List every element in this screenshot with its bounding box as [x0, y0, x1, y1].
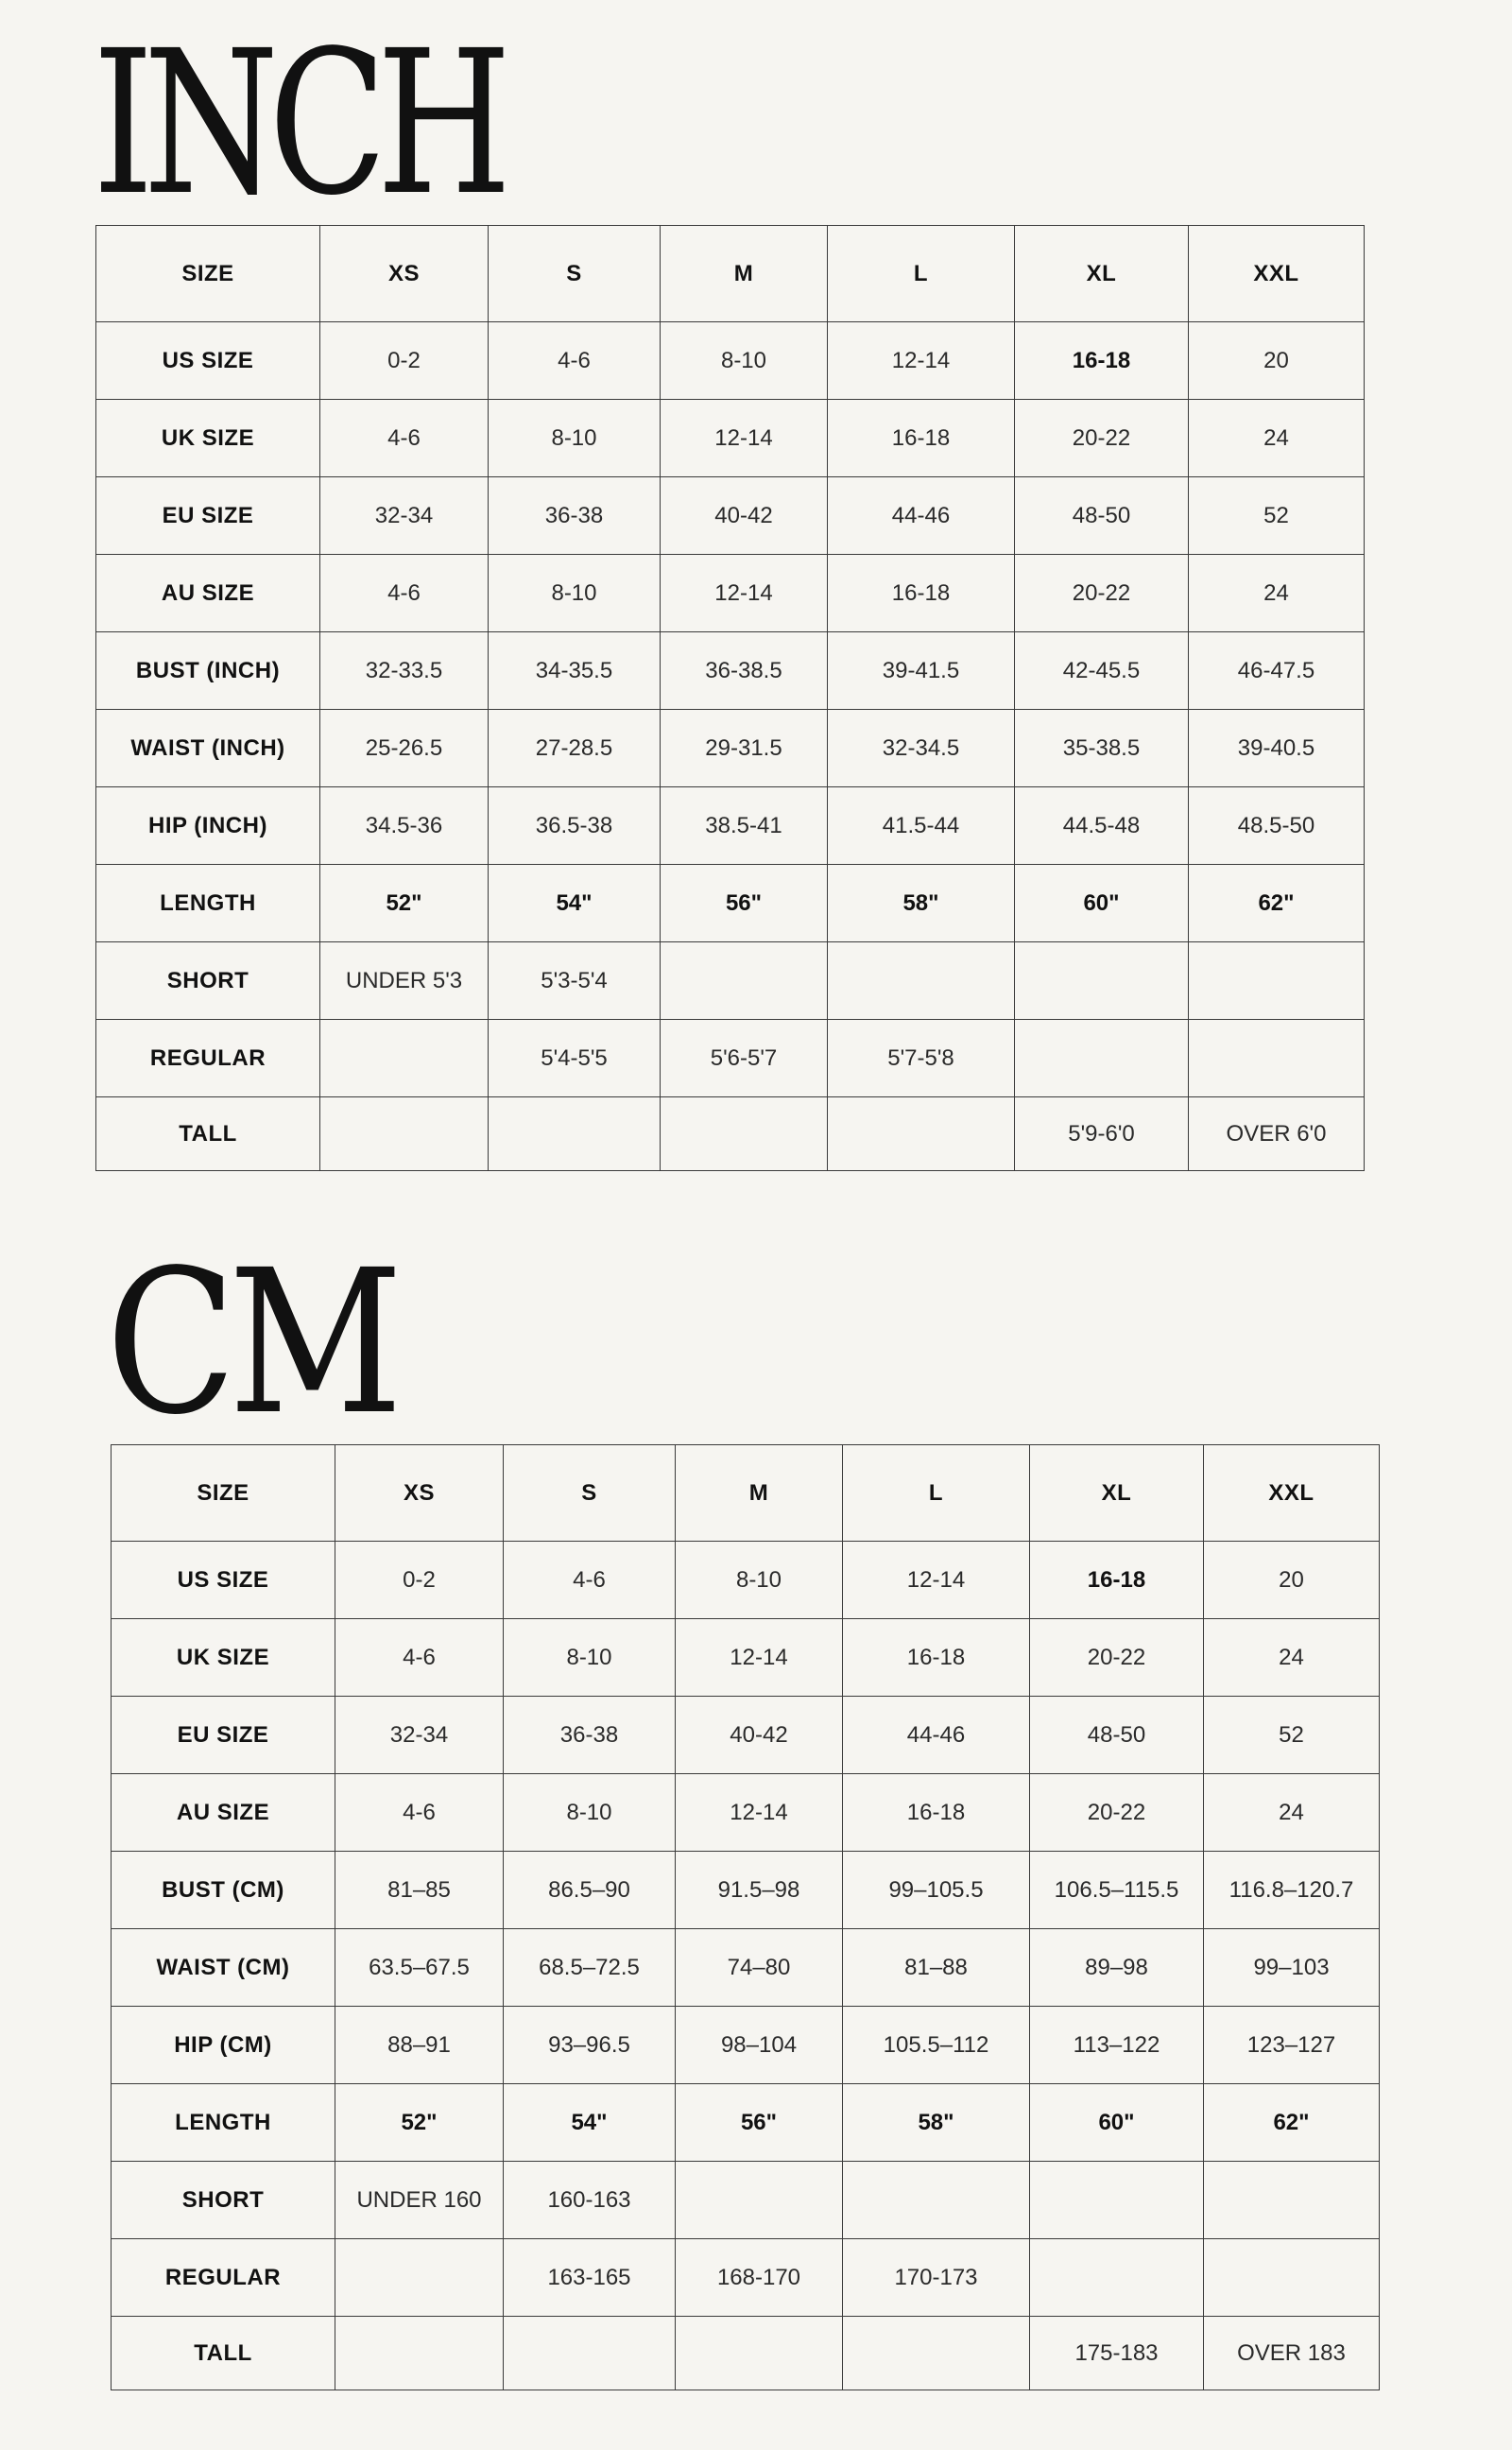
table-cell: 12-14 — [661, 555, 828, 632]
table-cell — [320, 1097, 489, 1171]
table-cell — [843, 2317, 1030, 2390]
table-cell: 60" — [1030, 2084, 1204, 2162]
size-xxl-column-header: XXL — [1204, 1445, 1380, 1542]
table-cell: 40-42 — [661, 477, 828, 555]
table-cell — [843, 2162, 1030, 2239]
table-cell: 48-50 — [1015, 477, 1189, 555]
table-row — [112, 1852, 1380, 1929]
table-cell: 39-41.5 — [828, 632, 1015, 710]
table-cell: 52" — [335, 2084, 504, 2162]
row-label: SHORT — [96, 942, 320, 1020]
table-cell: 113–122 — [1030, 2007, 1204, 2084]
table-row — [96, 1020, 1365, 1097]
table-cell: 34.5-36 — [320, 787, 489, 865]
table-cell: 36-38 — [504, 1697, 676, 1774]
table-cell: 4-6 — [335, 1619, 504, 1697]
table-cell: 29-31.5 — [661, 710, 828, 787]
row-label: LENGTH — [112, 2084, 335, 2162]
table-cell: 8-10 — [504, 1774, 676, 1852]
table-cell: 81–85 — [335, 1852, 504, 1929]
table-cell — [504, 2317, 676, 2390]
table-cell: 8-10 — [504, 1619, 676, 1697]
size-l-column-header: L — [843, 1445, 1030, 1542]
table-cell: 52 — [1204, 1697, 1380, 1774]
size-xs-column-header: XS — [320, 226, 489, 322]
table-cell — [1204, 2162, 1380, 2239]
row-label: BUST (CM) — [112, 1852, 335, 1929]
row-label: AU SIZE — [112, 1774, 335, 1852]
table-cell: 27-28.5 — [489, 710, 661, 787]
table-cell: 56" — [676, 2084, 843, 2162]
table-cell: 58" — [843, 2084, 1030, 2162]
table-cell: 24 — [1204, 1774, 1380, 1852]
table-cell: 54" — [489, 865, 661, 942]
table-cell — [335, 2317, 504, 2390]
table-row — [112, 1929, 1380, 2007]
table-row — [96, 555, 1365, 632]
table-cell — [1015, 942, 1189, 1020]
table-cell: 62" — [1189, 865, 1365, 942]
table-cell: 89–98 — [1030, 1929, 1204, 2007]
table-cell — [1189, 1020, 1365, 1097]
table-cell: 32-34.5 — [828, 710, 1015, 787]
row-label: HIP (INCH) — [96, 787, 320, 865]
table-cell: 16-18 — [828, 555, 1015, 632]
row-label: HIP (CM) — [112, 2007, 335, 2084]
table-cell: 52 — [1189, 477, 1365, 555]
table-cell: 8-10 — [676, 1542, 843, 1619]
table-cell: 99–103 — [1204, 1929, 1380, 2007]
table-cell: 20 — [1204, 1542, 1380, 1619]
inch-section-title: INCH — [93, 8, 502, 239]
row-label: REGULAR — [96, 1020, 320, 1097]
table-cell: 0-2 — [335, 1542, 504, 1619]
table-cell: 32-34 — [320, 477, 489, 555]
table-cell: 12-14 — [676, 1619, 843, 1697]
table-cell — [1189, 942, 1365, 1020]
row-label: TALL — [112, 2317, 335, 2390]
table-cell: 38.5-41 — [661, 787, 828, 865]
table-row — [112, 2162, 1380, 2239]
table-cell: 170-173 — [843, 2239, 1030, 2317]
table-cell: 48.5-50 — [1189, 787, 1365, 865]
table-cell: 68.5–72.5 — [504, 1929, 676, 2007]
table-cell — [676, 2162, 843, 2239]
table-cell: 16-18 — [828, 400, 1015, 477]
table-cell — [335, 2239, 504, 2317]
table-cell: 20-22 — [1030, 1619, 1204, 1697]
size-s-column-header: S — [504, 1445, 676, 1542]
table-cell — [676, 2317, 843, 2390]
table-row — [96, 477, 1365, 555]
table-cell: 91.5–98 — [676, 1852, 843, 1929]
table-cell: 34-35.5 — [489, 632, 661, 710]
table-cell — [661, 942, 828, 1020]
table-cell: 4-6 — [504, 1542, 676, 1619]
table-cell: UNDER 5'3 — [320, 942, 489, 1020]
table-cell: 99–105.5 — [843, 1852, 1030, 1929]
row-label: SHORT — [112, 2162, 335, 2239]
table-row — [112, 2317, 1380, 2390]
table-row — [112, 2239, 1380, 2317]
size-xl-column-header: XL — [1030, 1445, 1204, 1542]
table-cell: 4-6 — [489, 322, 661, 400]
row-label: AU SIZE — [96, 555, 320, 632]
table-cell: 24 — [1189, 555, 1365, 632]
table-cell: 36-38 — [489, 477, 661, 555]
table-cell: 32-33.5 — [320, 632, 489, 710]
table-cell: 32-34 — [335, 1697, 504, 1774]
cm-size-table — [111, 1444, 1380, 2390]
table-cell: 25-26.5 — [320, 710, 489, 787]
table-row — [96, 865, 1365, 942]
table-cell: 8-10 — [489, 400, 661, 477]
table-cell: 4-6 — [335, 1774, 504, 1852]
table-cell: 12-14 — [676, 1774, 843, 1852]
size-xxl-column-header: XXL — [1189, 226, 1365, 322]
table-cell: 44-46 — [843, 1697, 1030, 1774]
table-cell: 12-14 — [661, 400, 828, 477]
table-cell: 163-165 — [504, 2239, 676, 2317]
table-cell: 20-22 — [1015, 400, 1189, 477]
table-row — [112, 1774, 1380, 1852]
table-cell: 5'7-5'8 — [828, 1020, 1015, 1097]
table-row — [96, 632, 1365, 710]
row-label: WAIST (INCH) — [96, 710, 320, 787]
table-cell: 8-10 — [661, 322, 828, 400]
table-cell: 5'3-5'4 — [489, 942, 661, 1020]
table-row — [96, 942, 1365, 1020]
table-row — [112, 2007, 1380, 2084]
table-cell: 5'9-6'0 — [1015, 1097, 1189, 1171]
table-cell — [1030, 2239, 1204, 2317]
row-label: US SIZE — [96, 322, 320, 400]
row-label: EU SIZE — [112, 1697, 335, 1774]
table-cell — [1030, 2162, 1204, 2239]
row-label: UK SIZE — [96, 400, 320, 477]
size-m-column-header: M — [661, 226, 828, 322]
table-cell: 16-18 — [1030, 1542, 1204, 1619]
size-column-header: SIZE — [112, 1445, 335, 1542]
size-xs-column-header: XS — [335, 1445, 504, 1542]
table-cell: 60" — [1015, 865, 1189, 942]
table-cell: 88–91 — [335, 2007, 504, 2084]
row-label: REGULAR — [112, 2239, 335, 2317]
table-cell: 36-38.5 — [661, 632, 828, 710]
size-xl-column-header: XL — [1015, 226, 1189, 322]
table-cell: 42-45.5 — [1015, 632, 1189, 710]
table-cell: 20-22 — [1030, 1774, 1204, 1852]
table-cell: 5'4-5'5 — [489, 1020, 661, 1097]
size-s-column-header: S — [489, 226, 661, 322]
table-row — [112, 1697, 1380, 1774]
table-cell — [661, 1097, 828, 1171]
table-row — [112, 1542, 1380, 1619]
table-cell: 74–80 — [676, 1929, 843, 2007]
row-label: TALL — [96, 1097, 320, 1171]
table-cell: 41.5-44 — [828, 787, 1015, 865]
table-cell: 123–127 — [1204, 2007, 1380, 2084]
table-cell: 16-18 — [843, 1619, 1030, 1697]
table-cell: 175-183 — [1030, 2317, 1204, 2390]
table-cell: 62" — [1204, 2084, 1380, 2162]
table-row — [96, 1097, 1365, 1171]
table-row — [112, 2084, 1380, 2162]
table-cell — [828, 1097, 1015, 1171]
table-cell: 160-163 — [504, 2162, 676, 2239]
table-cell: 44-46 — [828, 477, 1015, 555]
table-cell: 4-6 — [320, 400, 489, 477]
table-cell: 12-14 — [843, 1542, 1030, 1619]
table-cell: 86.5–90 — [504, 1852, 676, 1929]
table-cell: 36.5-38 — [489, 787, 661, 865]
table-row — [112, 1619, 1380, 1697]
table-header-row — [96, 226, 1365, 322]
table-cell: 81–88 — [843, 1929, 1030, 2007]
table-cell: 16-18 — [843, 1774, 1030, 1852]
table-cell: 44.5-48 — [1015, 787, 1189, 865]
table-cell: 0-2 — [320, 322, 489, 400]
table-cell: 35-38.5 — [1015, 710, 1189, 787]
table-row — [96, 710, 1365, 787]
row-label: LENGTH — [96, 865, 320, 942]
row-label: BUST (INCH) — [96, 632, 320, 710]
table-cell — [828, 942, 1015, 1020]
table-cell: 63.5–67.5 — [335, 1929, 504, 2007]
table-cell: 24 — [1204, 1619, 1380, 1697]
row-label: EU SIZE — [96, 477, 320, 555]
table-cell: 48-50 — [1030, 1697, 1204, 1774]
table-cell — [320, 1020, 489, 1097]
row-label: WAIST (CM) — [112, 1929, 335, 2007]
table-row — [96, 787, 1365, 865]
table-cell — [1204, 2239, 1380, 2317]
table-cell: 54" — [504, 2084, 676, 2162]
table-cell: UNDER 160 — [335, 2162, 504, 2239]
table-cell: 24 — [1189, 400, 1365, 477]
table-cell: 4-6 — [320, 555, 489, 632]
size-l-column-header: L — [828, 226, 1015, 322]
table-cell — [1015, 1020, 1189, 1097]
table-cell: OVER 6'0 — [1189, 1097, 1365, 1171]
row-label: UK SIZE — [112, 1619, 335, 1697]
table-row — [96, 322, 1365, 400]
table-cell: 106.5–115.5 — [1030, 1852, 1204, 1929]
table-cell: 20 — [1189, 322, 1365, 400]
table-cell: 52" — [320, 865, 489, 942]
table-cell: 8-10 — [489, 555, 661, 632]
row-label: US SIZE — [112, 1542, 335, 1619]
table-cell: 39-40.5 — [1189, 710, 1365, 787]
table-header-row — [112, 1445, 1380, 1542]
table-cell — [489, 1097, 661, 1171]
table-cell: 56" — [661, 865, 828, 942]
table-cell: 168-170 — [676, 2239, 843, 2317]
size-column-header: SIZE — [96, 226, 320, 322]
table-cell: 58" — [828, 865, 1015, 942]
table-cell: 105.5–112 — [843, 2007, 1030, 2084]
table-cell: 40-42 — [676, 1697, 843, 1774]
table-cell: 93–96.5 — [504, 2007, 676, 2084]
table-cell: 20-22 — [1015, 555, 1189, 632]
table-cell: 46-47.5 — [1189, 632, 1365, 710]
table-cell: 16-18 — [1015, 322, 1189, 400]
table-row — [96, 400, 1365, 477]
table-cell: 12-14 — [828, 322, 1015, 400]
table-cell: OVER 183 — [1204, 2317, 1380, 2390]
inch-size-table — [95, 225, 1365, 1171]
size-m-column-header: M — [676, 1445, 843, 1542]
cm-section-title: CM — [106, 1227, 395, 1458]
table-cell: 98–104 — [676, 2007, 843, 2084]
table-cell: 116.8–120.7 — [1204, 1852, 1380, 1929]
table-cell: 5'6-5'7 — [661, 1020, 828, 1097]
